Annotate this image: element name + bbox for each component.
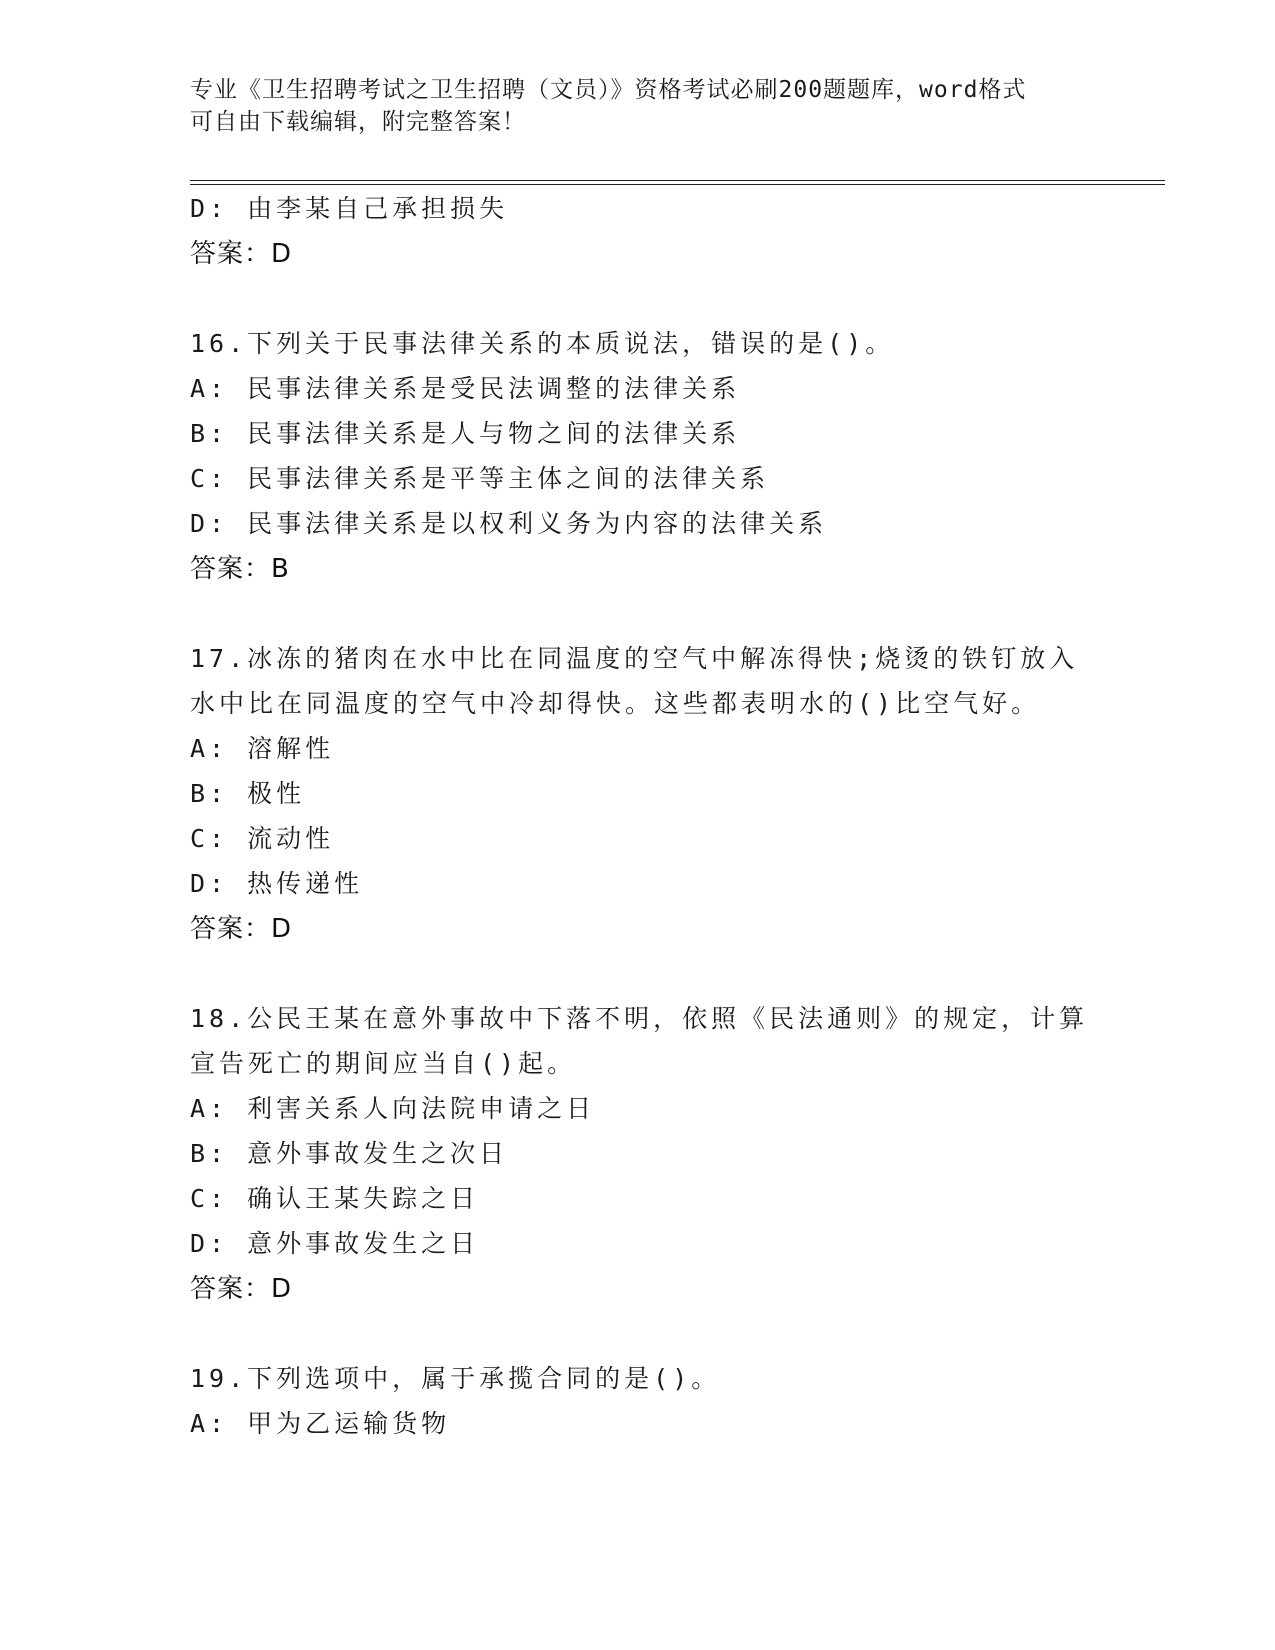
q17-option-d: D: 热传递性: [190, 869, 364, 898]
q18-stem-line-2: 宣告死亡的期间应当自()起。: [190, 1049, 577, 1078]
q18-option-d: D: 意外事故发生之日: [190, 1229, 480, 1258]
header-title-line-2: 可自由下载编辑，附完整答案！: [190, 109, 526, 135]
q18-option-a: A: 利害关系人向法院申请之日: [190, 1094, 596, 1123]
q17-stem-line-1: 17.冰冻的猪肉在水中比在同温度的空气中解冻得快;烧烫的铁钉放入: [190, 644, 1079, 673]
header-divider-bottom: [190, 184, 1165, 185]
header-title-line-1: 专业《卫生招聘考试之卫生招聘（文员）》资格考试必刷200题题库，word格式: [190, 77, 1027, 103]
q16-option-a: A: 民事法律关系是受民法调整的法律关系: [190, 374, 741, 403]
q16-option-b: B: 民事法律关系是人与物之间的法律关系: [190, 419, 741, 448]
q18-option-b: B: 意外事故发生之次日: [190, 1139, 509, 1168]
q16-answer: 答案：B: [190, 554, 290, 584]
q19-option-a: A: 甲为乙运输货物: [190, 1409, 451, 1438]
document-header: [190, 74, 1090, 138]
q18-option-c: C: 确认王某失踪之日: [190, 1184, 480, 1213]
q17-answer: 答案：D: [190, 914, 293, 944]
q17-option-a: A: 溶解性: [190, 734, 335, 763]
q17-option-b: B: 极性: [190, 779, 306, 808]
prev-question-answer: 答案：D: [190, 239, 293, 269]
prev-question-option-d: D: 由李某自己承担损失: [190, 194, 509, 223]
q16-option-d: D: 民事法律关系是以权利义务为内容的法律关系: [190, 509, 828, 538]
q18-answer: 答案：D: [190, 1274, 293, 1304]
q17-stem-line-2: 水中比在同温度的空气中冷却得快。这些都表明水的()比空气好。: [190, 689, 1041, 718]
q16-option-c: C: 民事法律关系是平等主体之间的法律关系: [190, 464, 770, 493]
q16-stem: 16.下列关于民事法律关系的本质说法，错误的是()。: [190, 329, 895, 358]
q17-option-c: C: 流动性: [190, 824, 335, 853]
header-divider-top: [190, 180, 1165, 181]
q18-stem-line-1: 18.公民王某在意外事故中下落不明，依照《民法通则》的规定，计算: [190, 1004, 1089, 1033]
q19-stem: 19.下列选项中，属于承揽合同的是()。: [190, 1364, 721, 1393]
